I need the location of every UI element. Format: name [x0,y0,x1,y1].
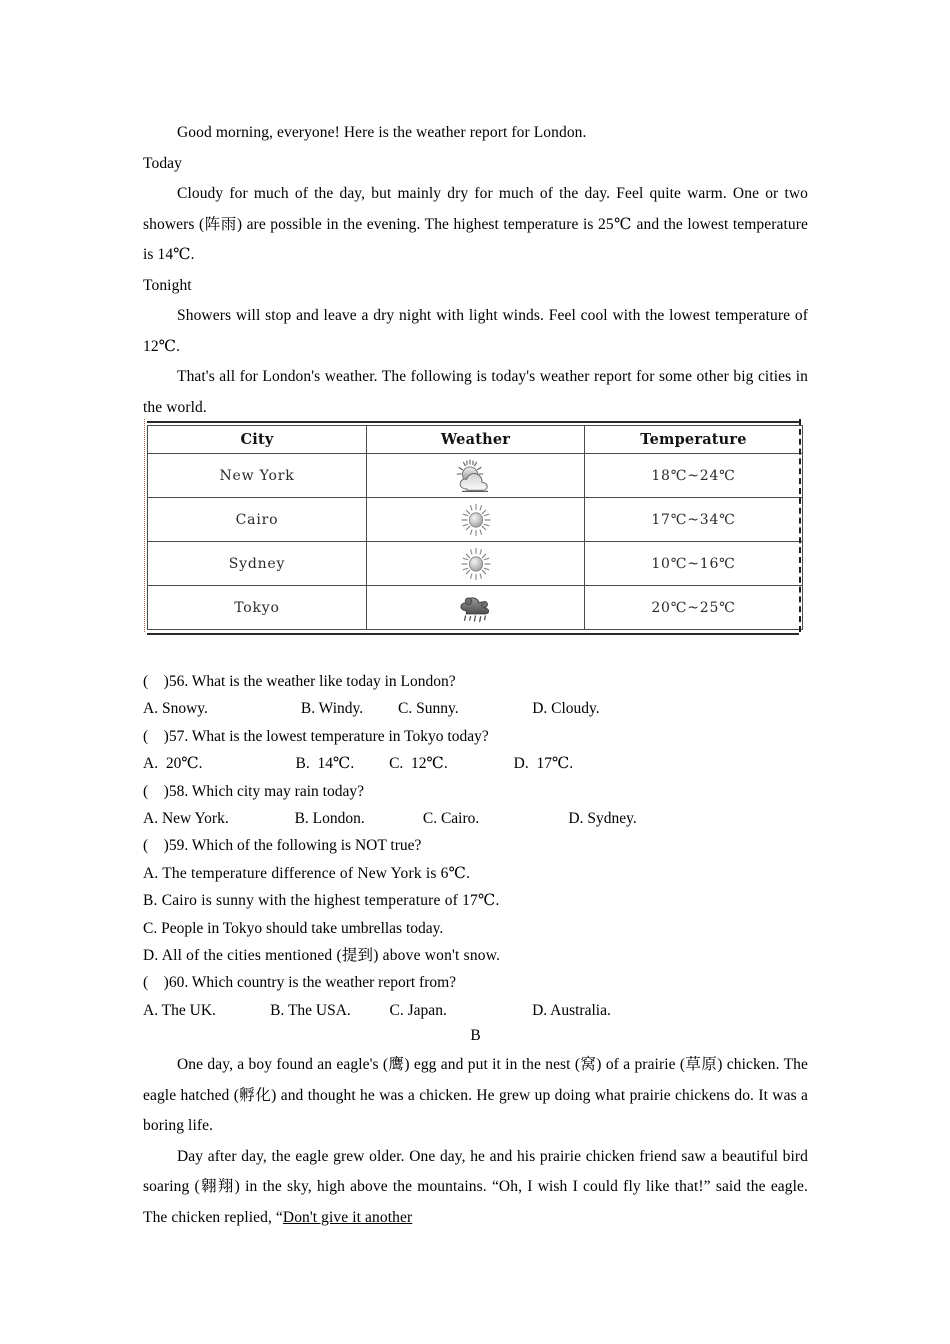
passage-a-body [143,118,808,423]
question-59-stem: ( )59. Which of the following is NOT true? [143,837,422,855]
closing-paragraph: That's all for London's weather. The following is today's weather report for some other big cities in the world. [143,368,808,416]
question-59-option-b[interactable]: B. Cairo is sunny with the highest temperature of 17℃. [143,892,500,910]
question-56-stem: ( )56. What is the weather like today in London? [143,673,456,690]
table-header-weather: Weather [367,426,585,454]
table-header-city: City [148,426,367,454]
table-top-rule [147,421,799,423]
question-57-stem: ( )57. What is the lowest temperature in Tokyo today? [143,727,489,745]
question-58-stem: ( )58. Which city may rain today? [143,782,364,800]
table-right-margin-marker [799,419,802,632]
question-60-stem: ( )60. Which country is the weather report from? [143,974,457,992]
table-bottom-rule [147,633,799,635]
table-left-margin-marker [144,419,146,632]
sun-icon [453,547,499,581]
sun-behind-cloud-icon [453,459,499,493]
cell-city: Cairo [148,498,367,542]
question-60-options[interactable]: A. The UK. B. The USA. C. Japan. D. Australia. [143,1001,611,1019]
cell-city: New York [148,454,367,498]
sun-icon [453,503,499,537]
question-59-option-c[interactable]: C. People in Tokyo should take umbrellas today. [143,919,444,937]
table-header-row [148,426,803,454]
table-row [148,586,803,630]
cell-temperature: 10℃~16℃ [585,542,803,586]
questions-list [143,668,823,1024]
question-59-option-a[interactable]: A. The temperature difference of New York is 6℃. [143,864,471,882]
today-paragraph: Cloudy for much of the day, but mainly dry for much of the day. Feel quite warm. One or two showers (阵雨) are possible in the evening. The highest temperature is 25℃ and the lowest temperature is 14℃. [143,185,808,263]
cell-weather [367,498,585,542]
question-56-options[interactable]: A. Snowy. B. Windy. C. Sunny. D. Cloudy. [143,700,600,718]
cell-city: Tokyo [148,586,367,630]
cell-temperature: 17℃~34℃ [585,498,803,542]
passage-b-body [143,1022,808,1233]
passage-b-underlined-phrase: Don't give it another [282,1208,413,1226]
section-b-letter: B [470,1027,481,1044]
cell-temperature: 18℃~24℃ [585,454,803,498]
tonight-paragraph: Showers will stop and leave a dry night with light winds. Feel cool with the lowest temperature of 12℃. [143,307,808,355]
passage-b-paragraph-2-text: Day after day, the eagle grew older. One day, he and his prairie chicken friend saw a beautiful bird soaring (翱翔) in the sky, high above the mountains. “Oh, I wish I could fly like that!” said the eagle. The chicken replied, “ [143,1147,808,1226]
passage-b-paragraph-2 [143,1142,808,1234]
table-header-temperature: Temperature [585,426,803,454]
cell-city: Sydney [148,542,367,586]
intro-line: Good morning, everyone! Here is the weather report for London. [177,124,587,141]
weather-table [147,425,803,630]
question-59-option-d[interactable]: D. All of the cities mentioned (提到) above won't snow. [143,947,501,965]
cell-temperature: 20℃~25℃ [585,586,803,630]
weather-table-container [147,425,799,630]
table-row [148,454,803,498]
question-57-options[interactable]: A. 20℃. B. 14℃. C. 12℃. D. 17℃. [143,755,574,773]
rain-cloud-icon [453,591,499,625]
cell-weather [367,454,585,498]
table-row [148,542,803,586]
cell-weather [367,542,585,586]
tonight-label: Tonight [143,276,192,294]
passage-b-paragraph-1: One day, a boy found an eagle's (鹰) egg and put it in the nest (窝) of a prairie (草原) chicken. The eagle hatched (孵化) and thought he was a chicken. He grew up doing what prairie chickens do. It was a boring life. [143,1056,808,1134]
cell-weather [367,586,585,630]
today-label: Today [143,154,183,172]
table-row [148,498,803,542]
question-58-options[interactable]: A. New York. B. London. C. Cairo. D. Sydney. [143,810,637,828]
